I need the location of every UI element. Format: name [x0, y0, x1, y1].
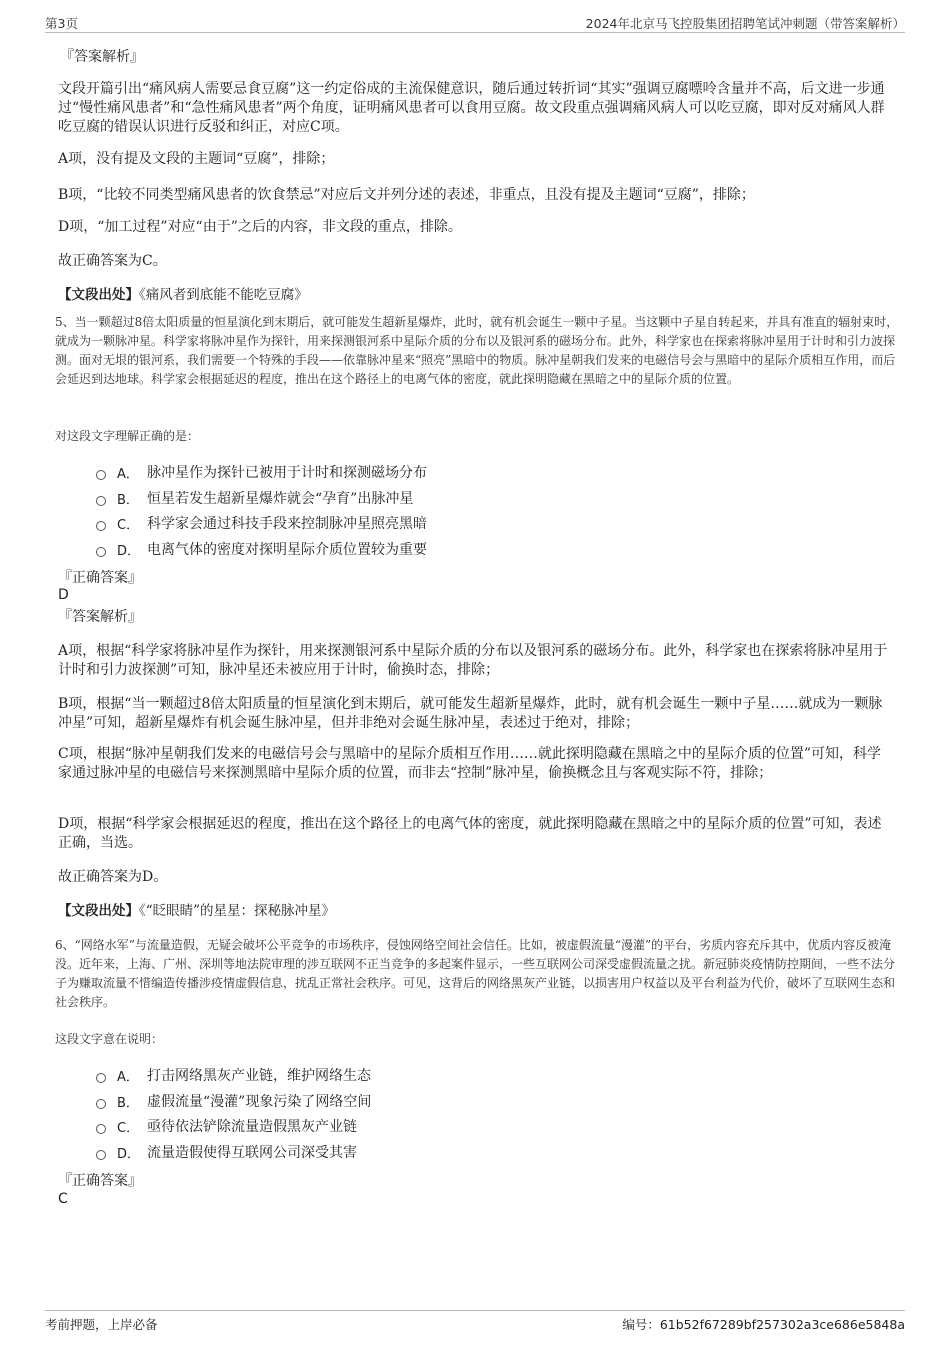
q4-analysis-option-a: A项，没有提及文段的主题词“豆腐”，排除； [58, 151, 335, 167]
q5-answer: D [58, 587, 69, 603]
option-letter: B． [117, 492, 139, 508]
option-letter: D． [117, 1146, 141, 1162]
option-text: 虚假流量“漫灌”现象污染了网络空间 [147, 1094, 372, 1110]
option-text: 亟待依法铲除流量造假黑灰产业链 [147, 1119, 357, 1135]
q5-source-title: 《“眨眼睛”的星星：探秘脉冲星》 [139, 903, 336, 919]
option-letter: B． [117, 1095, 139, 1111]
option-text: 打击网络黑灰产业链，维护网络生态 [147, 1068, 371, 1084]
page-header [45, 12, 905, 33]
q6-question: 这段文字意在说明： [55, 1032, 164, 1046]
q6-stem: 6、“网络水军”与流量造假，无疑会破坏公平竞争的市场秩序，侵蚀网络空间社会信任。比如，被虚假流量“漫灌”的平台，劣质内容充斥其中，优质内容反被淹没。近年来，上海、广州、深圳等地法院审理的涉互联网不正当竞争的多起案件显示，一些互联网公司深受虚假流量之扰。新冠肺炎疫情防控期间，一些不法分子为赚取流量不惜编造传播涉疫情虚假信息，扰乱正常社会秩序。可见，这背后的网络黑灰产业链，以损害用户权益以及平台利益为代价，破坏了互联网生态和社会秩序。 [55, 938, 896, 1009]
q4-source [58, 286, 308, 304]
option-letter: A． [117, 466, 139, 482]
option-text: 电离气体的密度对探明星际介质位置较为重要 [147, 542, 427, 558]
q5-option-b[interactable] [96, 488, 413, 508]
q6-option-d[interactable] [96, 1142, 357, 1162]
q5-source-label: 【文段出处】 [58, 903, 139, 919]
option-letter: C． [117, 1120, 140, 1136]
radio-icon[interactable] [96, 547, 106, 557]
radio-icon[interactable] [96, 470, 106, 480]
q6-option-b[interactable] [96, 1091, 371, 1111]
q4-source-title: 《痛风者到底能不能吃豆腐》 [139, 287, 308, 303]
option-letter: C． [117, 517, 140, 533]
q5-analysis-b: B项，根据“当一颗超过8倍太阳质量的恒星演化到末期后，就可能发生超新星爆炸，此时，就有机会诞生一颗中子星……就成为一颗脉冲星”可知，超新星爆炸有机会诞生脉冲星，但并非绝对会诞生脉冲星，表述过于绝对，排除； [58, 696, 883, 731]
q5-conclusion: 故正确答案为D。 [58, 869, 168, 885]
page-number: 第3页 [45, 16, 78, 31]
q6-option-c[interactable] [96, 1116, 357, 1136]
q5-option-d[interactable] [96, 539, 427, 559]
option-text: 流量造假使得互联网公司深受其害 [147, 1145, 357, 1161]
q5-option-c[interactable] [96, 513, 427, 533]
q4-analysis-option-d: D项，“加工过程”对应“由于”之后的内容，非文段的重点，排除。 [58, 219, 462, 235]
option-letter: A． [117, 1069, 139, 1085]
radio-icon[interactable] [96, 521, 106, 531]
q4-conclusion: 故正确答案为C。 [58, 253, 167, 269]
q6-answer: C [58, 1191, 68, 1207]
option-text: 恒星若发生超新星爆炸就会“孕育”出脉冲星 [147, 491, 414, 507]
option-text: 科学家会通过科技手段来控制脉冲星照亮黑暗 [147, 516, 427, 532]
q6-option-a[interactable] [96, 1065, 371, 1085]
q5-source [58, 902, 335, 920]
radio-icon[interactable] [96, 1099, 106, 1109]
q5-answer-tag: 『正确答案』 [58, 570, 142, 586]
option-letter: D． [117, 543, 141, 559]
document-id: 编号：61b52f67289bf257302a3ce686e5848a [622, 1317, 905, 1332]
footer-slogan: 考前押题，上岸必备 [45, 1317, 158, 1332]
q5-option-a[interactable] [96, 462, 427, 482]
q5-analysis-c: C项，根据“脉冲星朝我们发来的电磁信号会与黑暗中的星际介质相互作用……就此探明隐藏在黑暗之中的星际介质的位置”可知，科学家通过脉冲星的电磁信号来探测黑暗中星际介质的位置，而非去“控制”脉冲星，偷换概念且与客观实际不符，排除； [58, 746, 882, 781]
q4-analysis-option-b: B项，“比较不同类型痛风患者的饮食禁忌”对应后文并列分述的表述，非重点，且没有提及主题词“豆腐”，排除； [58, 187, 755, 203]
q4-analysis-tag: 『答案解析』 [60, 49, 144, 65]
page-footer [45, 1310, 905, 1333]
q5-question: 对这段文字理解正确的是： [55, 429, 200, 443]
q4-source-label: 【文段出处】 [58, 287, 139, 303]
q5-analysis-a: A项，根据“科学家将脉冲星作为探针，用来探测银河系中星际介质的分布以及银河系的磁场分布。此外，科学家也在探索将脉冲星用于计时和引力波探测”可知，脉冲星还未被应用于计时，偷换时态，排除； [58, 643, 888, 678]
q5-analysis-d: D项，根据“科学家会根据延迟的程度，推出在这个路径上的电离气体的密度，就此探明隐藏在黑暗之中的星际介质的位置”可知，表述正确，当选。 [58, 816, 882, 851]
radio-icon[interactable] [96, 1073, 106, 1083]
option-text: 脉冲星作为探针已被用于计时和探测磁场分布 [147, 465, 427, 481]
q4-analysis-paragraph: 文段开篇引出“痛风病人需要忌食豆腐”这一约定俗成的主流保健意识，随后通过转折词“其实”强调豆腐嘌呤含量并不高，后文进一步通过“慢性痛风患者”和“急性痛风患者”两个角度，证明痛风患者可以食用豆腐。故文段重点强调痛风病人可以吃豆腐，即对反对痛风人群吃豆腐的错误认识进行反驳和纠正，对应C项。 [58, 81, 885, 135]
q5-stem: 5、当一颗超过8倍太阳质量的恒星演化到末期后，就可能发生超新星爆炸，此时，就有机会诞生一颗中子星。当这颗中子星自转起来，并具有准直的辐射束时，就成为一颗脉冲星。科学家将脉冲星作为探针，用来探测银河系中星际介质的分布以及银河系的磁场分布。此外，科学家也在探索将脉冲星用于计时和引力波探测。面对无垠的银河系，我们需要一个特殊的手段——依靠脉冲星来“照亮”黑暗中的物质。脉冲星朝我们发来的电磁信号会与黑暗中的星际介质相互作用，而后会延迟到达地球。科学家会根据延迟的程度，推出在这个路径上的电离气体的密度，就此探明隐藏在黑暗之中的星际介质的位置。 [55, 315, 899, 386]
radio-icon[interactable] [96, 496, 106, 506]
document-title: 2024年北京马飞控股集团招聘笔试冲刺题（带答案解析） [585, 16, 905, 31]
q6-answer-tag: 『正确答案』 [58, 1173, 142, 1189]
q5-analysis-tag: 『答案解析』 [58, 609, 142, 625]
radio-icon[interactable] [96, 1124, 106, 1134]
radio-icon[interactable] [96, 1150, 106, 1160]
